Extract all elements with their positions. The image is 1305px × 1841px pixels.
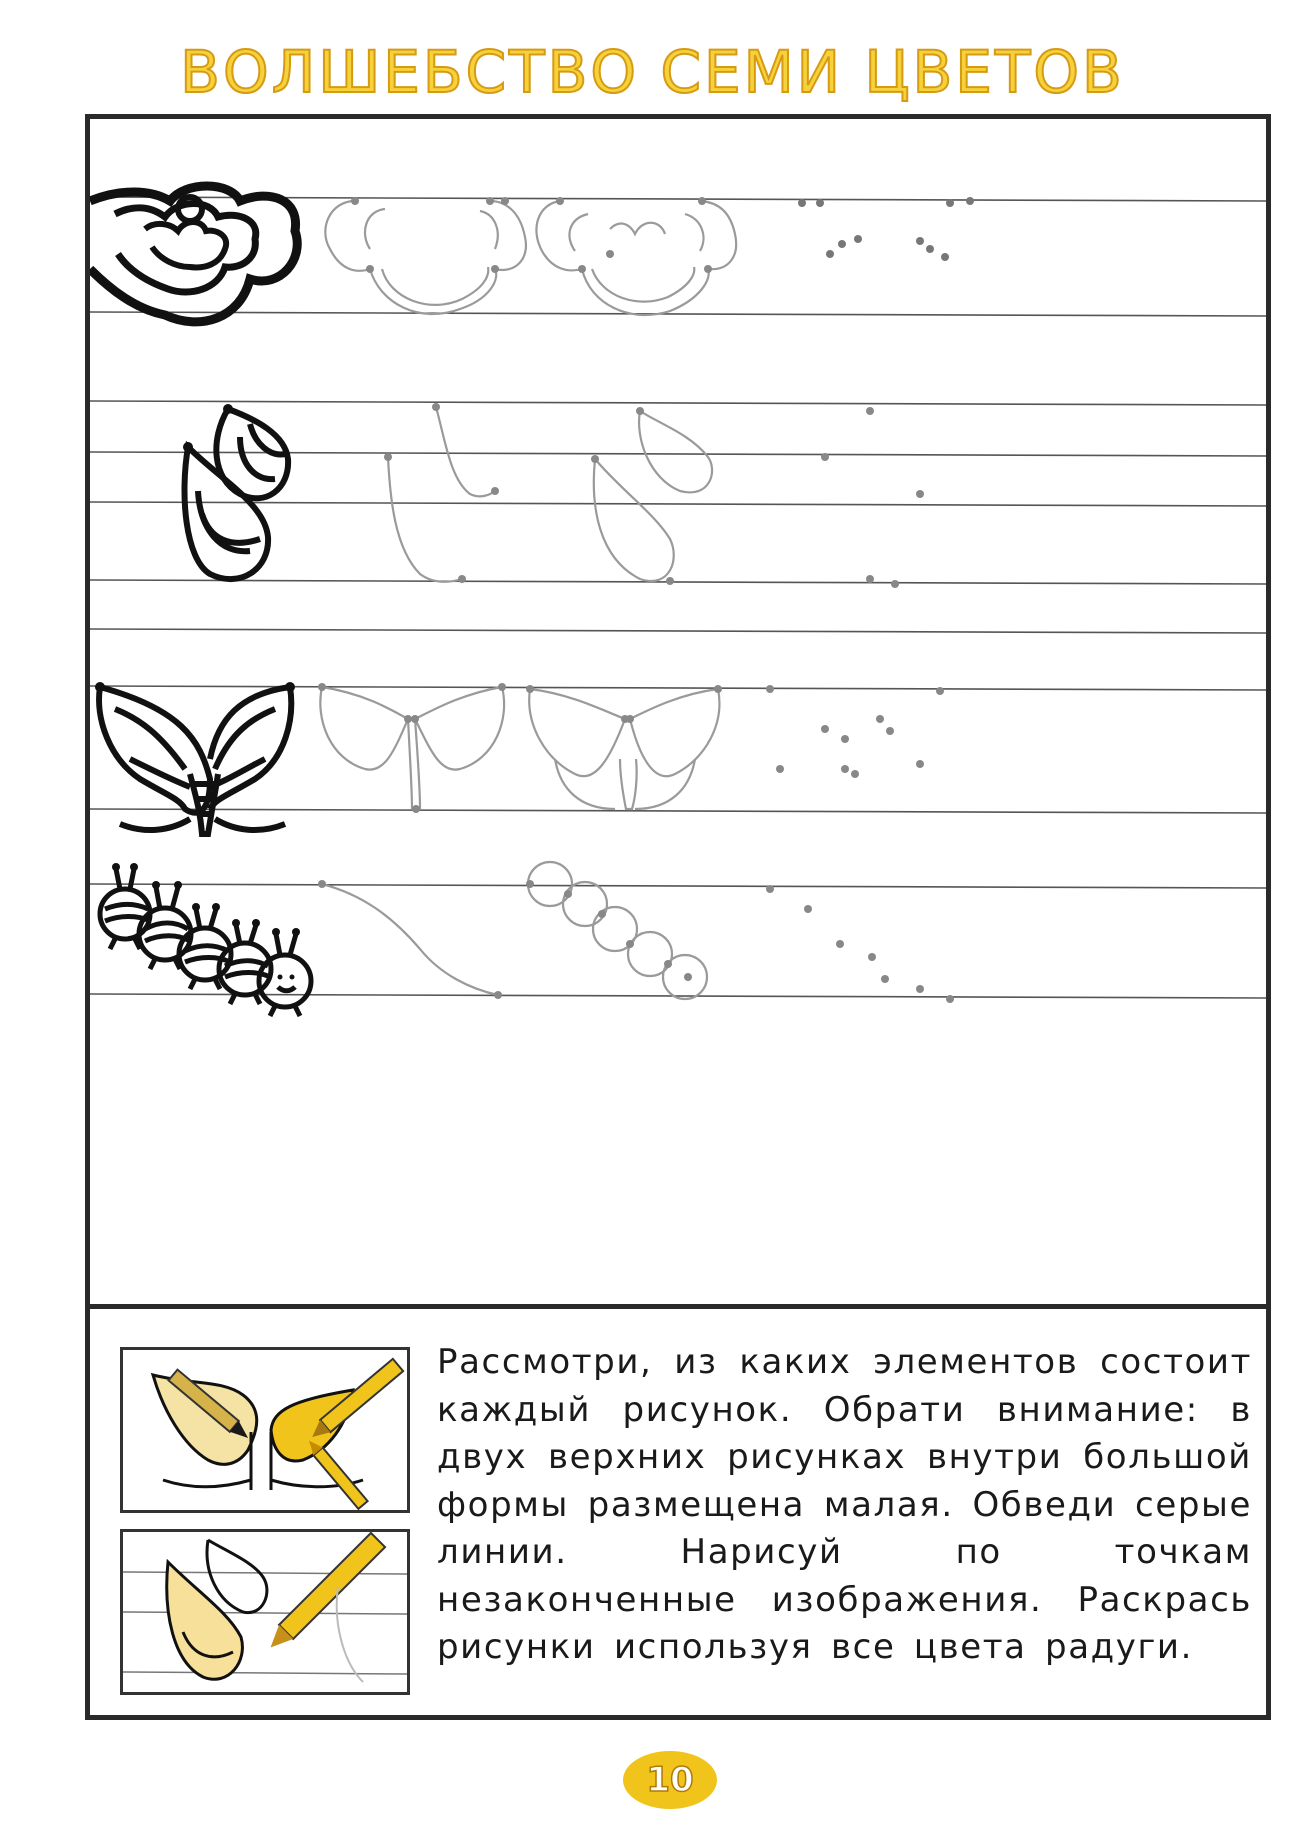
caterpillar-outline-2 [526, 862, 707, 999]
instructions-panel [90, 1309, 1266, 1715]
flower-example [90, 186, 297, 322]
page-title: ВОЛШЕБСТВО СЕМИ ЦВЕТОВ [180, 38, 1125, 106]
drops-dots [821, 407, 924, 588]
drops-outline-2 [591, 407, 712, 585]
exercise-frame [85, 114, 1271, 1720]
butterfly-example [95, 682, 295, 834]
page-number-badge: 10 [623, 1751, 717, 1809]
caterpillar-outline-1 [318, 880, 502, 999]
caterpillar-dots [766, 885, 954, 1003]
guide-lines [90, 197, 1266, 998]
flower-row [90, 186, 974, 322]
caterpillar-example [100, 863, 311, 1016]
flower-outline-2 [536, 197, 736, 315]
flower-dots [798, 197, 974, 261]
drops-outline-1 [384, 403, 499, 583]
pencil-coloring-butterfly-illustration [120, 1347, 410, 1513]
drops-row [183, 403, 924, 588]
drops-example [183, 404, 288, 579]
butterfly-dots [766, 685, 944, 778]
butterfly-outline-2 [526, 685, 722, 809]
pencil-coloring-drop-illustration [120, 1529, 410, 1695]
instruction-text: Рассмотри, из каких элементов состоит каждый рисунок. Обрати внимание: в двух верхних рисунках внутри большой формы размещена малая. Обведи серые линии. Нарисуй по точкам незаконченные изображения. Раскрась рисунки используя все цвета радуги. [437, 1342, 1252, 1667]
butterfly-outline-1 [318, 683, 506, 813]
flower-outline-1 [325, 197, 526, 314]
tracing-area [90, 119, 1266, 1304]
